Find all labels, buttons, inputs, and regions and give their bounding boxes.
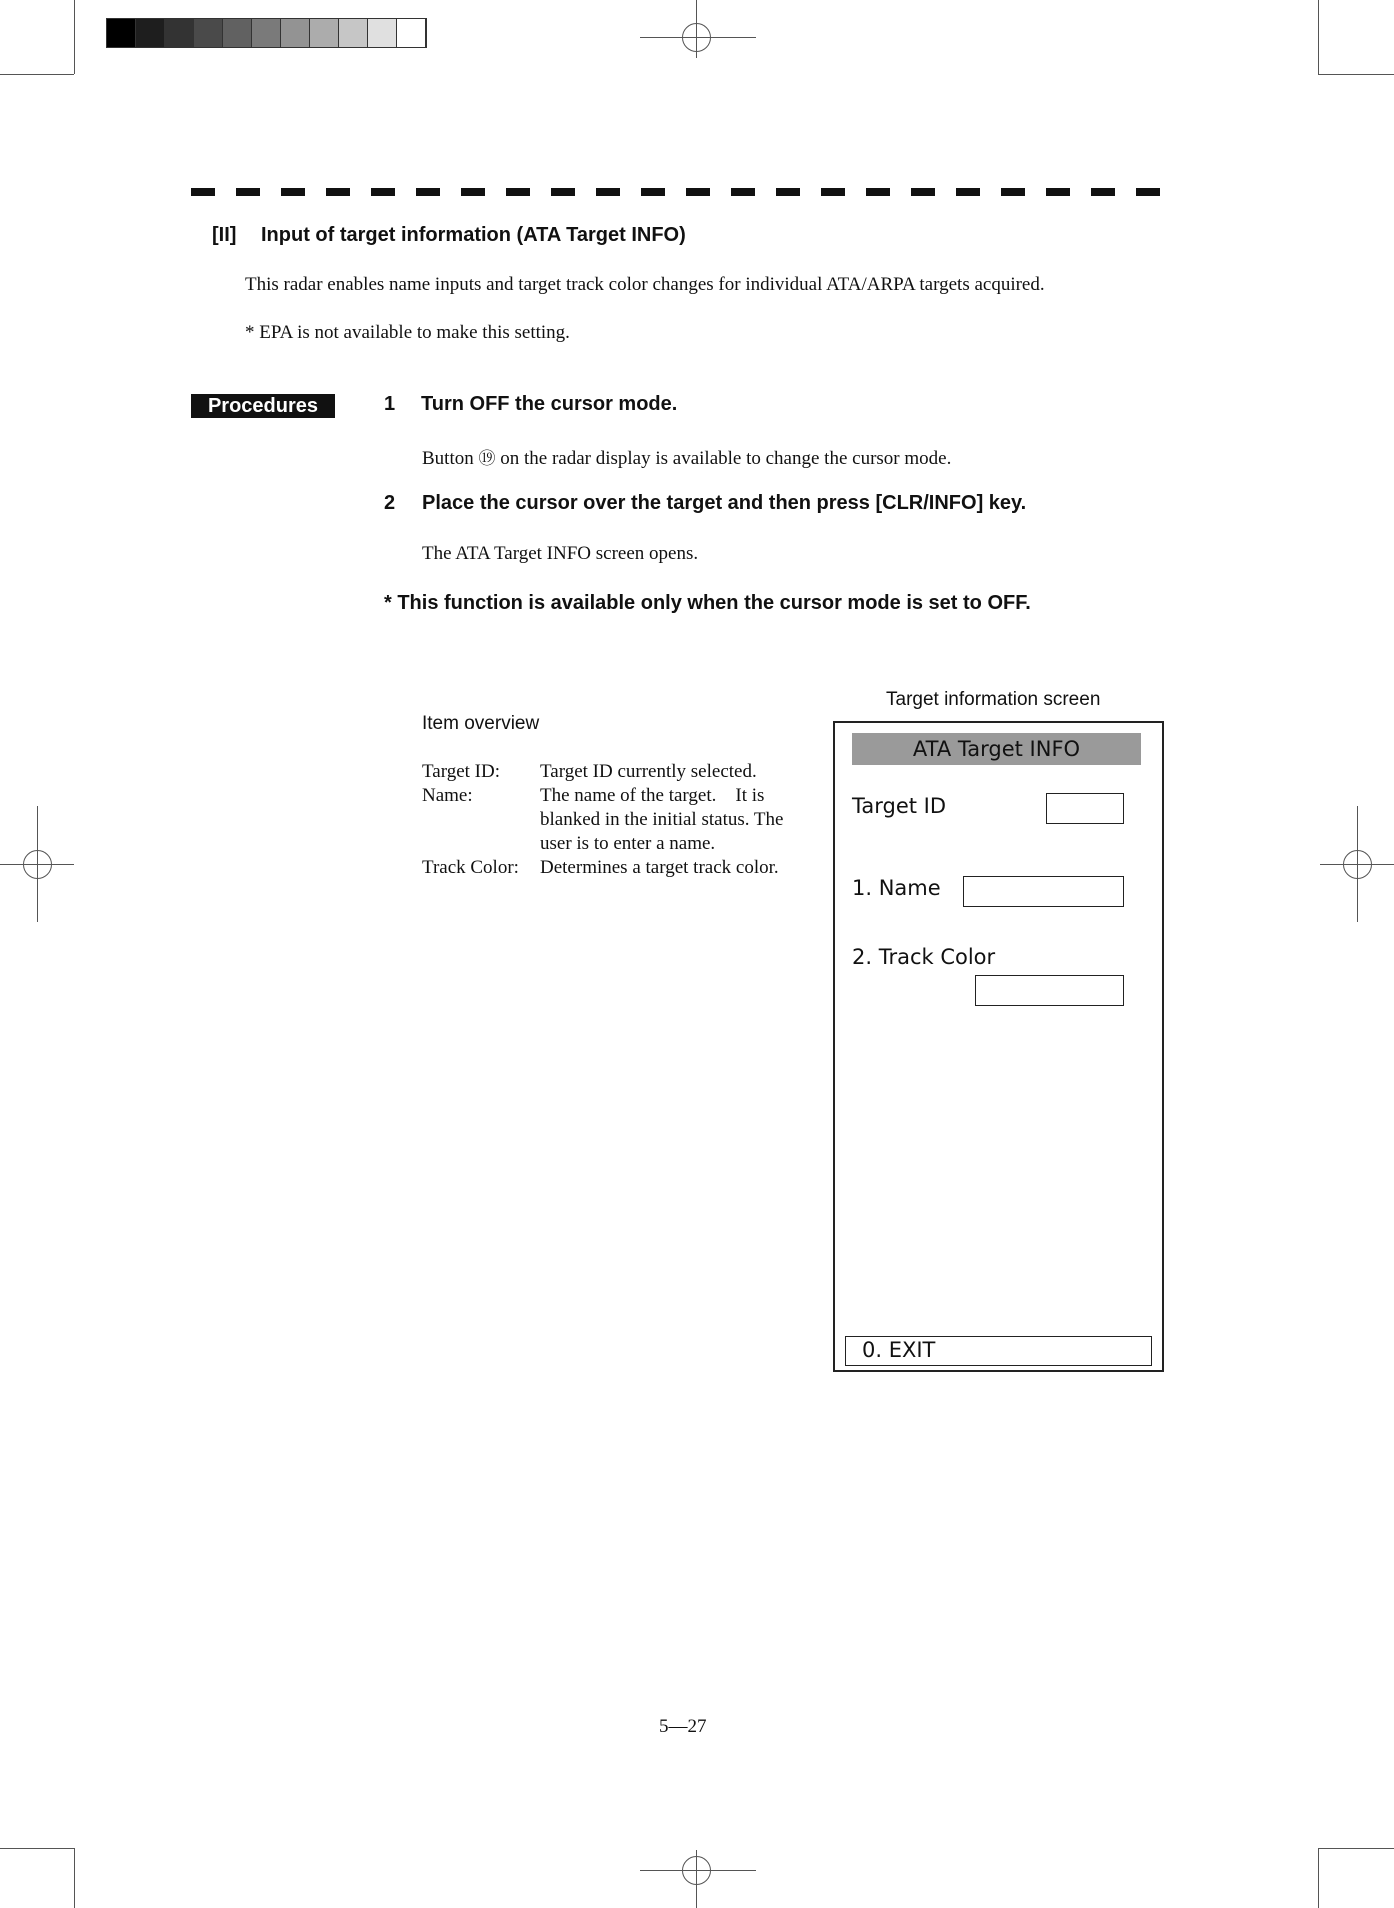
name-label[interactable]: 1. Name — [852, 876, 941, 900]
target-id-field — [1046, 793, 1124, 824]
section-number: [II] — [212, 224, 237, 246]
step-1-detail — [422, 444, 951, 470]
step-2-title: Place the cursor over the target and then press [CLR/INFO] key. — [422, 492, 1027, 514]
page-number: 5―27 — [659, 1716, 707, 1737]
overview-label-target-id: Target ID: — [422, 761, 500, 782]
name-input[interactable] — [963, 876, 1124, 907]
step-1-detail-pre: Button — [422, 448, 479, 469]
track-color-label[interactable]: 2. Track Color — [852, 945, 996, 969]
overview-desc-name-line2: blanked in the initial status. The — [540, 809, 784, 830]
step-2-detail: The ATA Target INFO screen opens. — [422, 543, 699, 564]
section-heading: Input of target information (ATA Target INFO) — [261, 224, 686, 246]
overview-desc-name-line1: The name of the target. It is — [540, 785, 765, 806]
epa-note: * EPA is not available to make this setting. — [245, 322, 570, 343]
overview-desc-name-line3: user is to enter a name. — [540, 833, 716, 854]
step-1-title: Turn OFF the cursor mode. — [421, 393, 678, 415]
overview-title: Item overview — [422, 713, 540, 734]
ata-target-info-screen — [833, 721, 1164, 1372]
overview-desc-track-color: Determines a target track color. — [540, 857, 779, 878]
procedures-badge: Procedures — [191, 394, 335, 418]
step-1-detail-post: on the radar display is available to change the cursor mode. — [495, 448, 952, 469]
exit-button[interactable]: 0. EXIT — [845, 1336, 1152, 1366]
cursor-mode-warning: * This function is available only when the cursor mode is set to OFF. — [384, 592, 1031, 614]
target-id-label: Target ID — [852, 794, 947, 818]
circled-19-icon: ⑲ — [478, 449, 496, 469]
screen-caption: Target information screen — [886, 689, 1101, 710]
screen-title: ATA Target INFO — [852, 733, 1141, 765]
step-1-number: 1 — [384, 393, 396, 415]
intro-text: This radar enables name inputs and target track color changes for individual ATA/ARPA targets acquired. — [245, 274, 1045, 295]
overview-desc-target-id: Target ID currently selected. — [540, 761, 757, 782]
overview-label-name: Name: — [422, 785, 473, 806]
track-color-field[interactable] — [975, 975, 1124, 1006]
overview-label-track-color: Track Color: — [422, 857, 519, 878]
gray-scale-bar — [106, 18, 427, 48]
dashed-rule — [191, 188, 1181, 196]
step-2-number: 2 — [384, 492, 396, 514]
